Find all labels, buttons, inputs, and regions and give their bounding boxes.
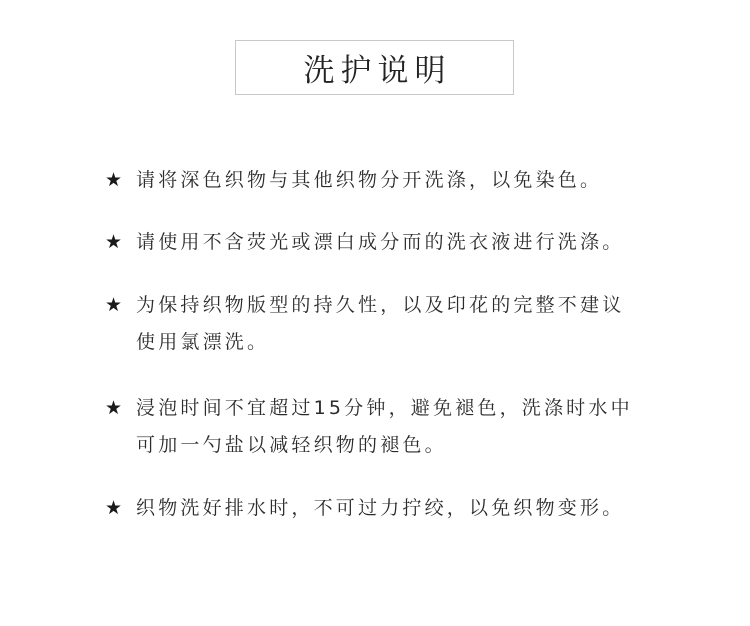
instruction-line: 使用氯漂洗。 <box>136 331 270 353</box>
care-instruction-text <box>136 390 633 464</box>
title-box <box>235 40 514 95</box>
instruction-line: 请将深色织物与其他织物分开洗涤，以免染色。 <box>136 169 603 191</box>
star-icon: ★ <box>105 231 123 253</box>
care-instruction-item-3 <box>105 287 685 361</box>
star-icon: ★ <box>105 397 123 419</box>
care-instruction-text <box>136 490 624 527</box>
instruction-line: 可加一勺盐以减轻织物的褪色。 <box>136 434 447 456</box>
care-instruction-item-1 <box>105 162 685 199</box>
care-instruction-text <box>136 162 602 199</box>
page-title: 洗护说明 <box>303 53 452 89</box>
instruction-line: 为保持织物版型的持久性，以及印花的完整不建议 <box>136 294 625 316</box>
instruction-line: 请使用不含荧光或漂白成分而的洗衣液进行洗涤。 <box>136 231 625 253</box>
care-instruction-item-5 <box>105 490 685 527</box>
star-icon: ★ <box>105 294 123 316</box>
care-instruction-text <box>136 287 624 361</box>
care-instruction-item-2 <box>105 224 685 261</box>
star-icon: ★ <box>105 169 123 191</box>
instruction-line: 浸泡时间不宜超过15分钟，避免褪色，洗涤时水中 <box>136 397 633 419</box>
star-icon: ★ <box>105 497 123 519</box>
instruction-line: 织物洗好排水时，不可过力拧绞，以免织物变形。 <box>136 497 625 519</box>
care-instruction-item-4 <box>105 390 685 464</box>
care-instruction-text <box>136 224 624 261</box>
